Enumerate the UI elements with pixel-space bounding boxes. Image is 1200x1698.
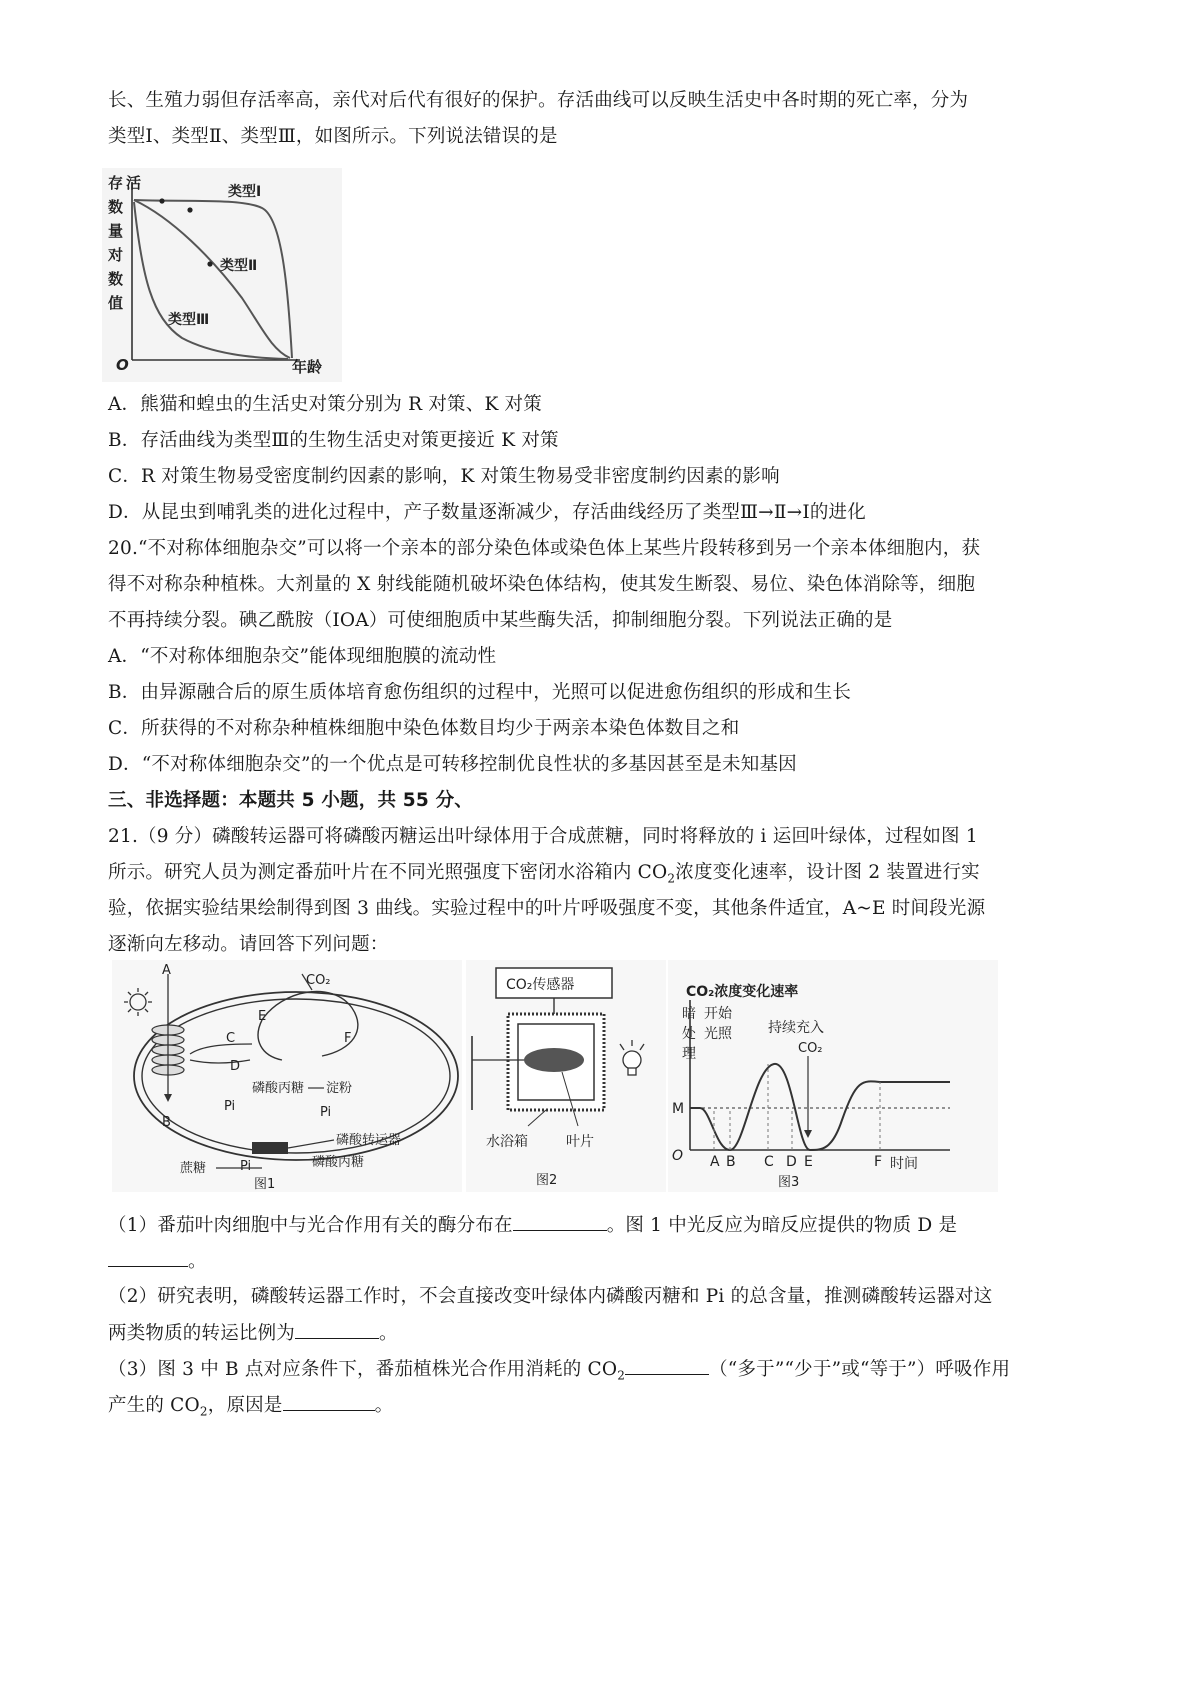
figure-1-chloroplast — [112, 960, 462, 1192]
label-sucrose: 蔗糖 — [180, 1161, 207, 1176]
tick-a: A — [710, 1154, 720, 1170]
label-pi-1: Pi — [224, 1099, 236, 1114]
label-triose-2: 磷酸丙糖 — [312, 1155, 365, 1170]
q19-option-b: B．存活曲线为类型Ⅲ的生物生活史对策更接近 K 对策 — [108, 430, 559, 451]
origin-label: O — [116, 356, 129, 374]
ylabel-char-7: 值 — [108, 294, 124, 312]
answer-blank-3[interactable] — [295, 1320, 379, 1339]
label-dark-1: 暗 — [682, 1006, 696, 1022]
leaf-shape — [524, 1048, 584, 1072]
label-f: F — [344, 1031, 352, 1046]
q21-stem-3: 验，依据实验结果绘制得到图 3 曲线。实验过程中的叶片呼吸强度不变，其他条件适宜，A~E 时间段光源 — [108, 898, 986, 919]
q19-option-a: A．熊猫和蝗虫的生活史对策分别为 R 对策、K 对策 — [108, 394, 542, 415]
q21-sub2c: 。 — [379, 1323, 398, 1344]
label-type3: 类型Ⅲ — [168, 312, 210, 328]
q19-option-d: D．从昆虫到哺乳类的进化过程中，产子数量逐渐减少，存活曲线经历了类型Ⅲ→Ⅱ→Ⅰ的进化 — [108, 502, 866, 523]
q20-option-c: C．所获得的不对称杂种植株细胞中染色体数目均少于两亲本染色体数目之和 — [108, 718, 740, 739]
answer-blank-5[interactable] — [283, 1392, 375, 1411]
section-heading: 三、非选择题：本题共 5 小题，共 55 分、 — [108, 790, 473, 811]
q20-option-d: D．“不对称体细胞杂交”的一个优点是可转移控制优良性状的多基因甚至是未知基因 — [108, 754, 797, 775]
ylabel-char-6: 数 — [108, 270, 124, 288]
label-start-light-2: 光照 — [704, 1026, 732, 1042]
q21-sub2b: 两类物质的转运比例为 — [108, 1323, 296, 1344]
q21-sub3e: 。 — [374, 1395, 394, 1416]
label-dark-3: 理 — [682, 1046, 696, 1062]
answer-blank-2[interactable] — [108, 1248, 188, 1267]
figure-3-co2-rate-chart — [668, 960, 998, 1192]
label-continue-1: 持续充入 — [768, 1020, 824, 1036]
curve-dot — [159, 198, 164, 203]
xlabel-age: 年龄 — [292, 358, 323, 376]
tick-f: F — [874, 1154, 883, 1170]
label-dark-2: 处 — [682, 1026, 696, 1042]
label-water-bath: 水浴箱 — [486, 1134, 528, 1150]
ylabel-char-1: 存 — [108, 174, 124, 192]
q21-sub1c: 。 — [188, 1251, 207, 1272]
label-a: A — [162, 963, 171, 978]
q21-sub3a: （3）图 3 中 B 点对应条件下，番茄植株光合作用消耗的 CO — [108, 1359, 618, 1380]
q21-sub3d: ，原因是 — [207, 1395, 283, 1416]
label-co2: CO₂ — [306, 973, 331, 988]
label-c: C — [226, 1031, 236, 1046]
label-transporter: 磷酸转运器 — [336, 1133, 402, 1148]
q21-sub1-line-2 — [108, 1248, 1098, 1275]
ylabel-char-4: 量 — [108, 222, 124, 240]
curve-dot — [207, 261, 212, 266]
label-leaf: 叶片 — [566, 1134, 594, 1150]
q20-option-a: A．“不对称体细胞杂交”能体现细胞膜的流动性 — [108, 646, 497, 667]
tick-c: C — [764, 1154, 774, 1170]
phosphate-transporter — [252, 1142, 288, 1154]
label-type2: 类型Ⅱ — [220, 258, 258, 274]
ylabel-char-3: 数 — [108, 198, 124, 216]
figure-1-caption: 图1 — [254, 1177, 276, 1192]
label-start-light-1: 开始 — [704, 1006, 732, 1022]
label-m: M — [672, 1101, 685, 1117]
q21-sub2-line: （2）研究表明，磷酸转运器工作时，不会直接改变叶绿体内磷酸丙糖和 Pi 的总含量，推测磷酸转运器对这 — [108, 1286, 993, 1307]
label-type1: 类型Ⅰ — [228, 184, 262, 200]
q21-sub1-line — [108, 1212, 1098, 1239]
q21-sub3c: 产生的 CO — [108, 1395, 200, 1416]
label-starch: 淀粉 — [326, 1081, 353, 1096]
figure-3-caption: 图3 — [778, 1175, 800, 1190]
q21-sub3-line-2 — [108, 1392, 1098, 1425]
subscript-2: 2 — [617, 1368, 626, 1383]
tick-b: B — [726, 1154, 736, 1170]
subscript-2: 2 — [667, 871, 676, 886]
figure-2-apparatus — [466, 960, 666, 1192]
label-b: B — [162, 1115, 171, 1130]
answer-blank-1[interactable] — [513, 1212, 607, 1231]
xlabel-time: 时间 — [890, 1156, 918, 1172]
figure-background — [112, 960, 462, 1192]
curve-dot — [187, 207, 192, 212]
answer-blank-4[interactable] — [625, 1356, 709, 1375]
tick-d: D — [786, 1154, 797, 1170]
origin-label: O — [672, 1148, 684, 1164]
q21-stem-4: 逐渐向左移动。请回答下列问题： — [108, 934, 389, 955]
label-d: D — [230, 1059, 241, 1074]
q21-sub2-line-2 — [108, 1320, 1098, 1347]
tick-e: E — [804, 1154, 813, 1170]
q21-sub1b: 。图 1 中光反应为暗反应提供的物质 D 是 — [606, 1215, 958, 1236]
q21-sub1a: （1）番茄叶肉细胞中与光合作用有关的酶分布在 — [108, 1215, 513, 1236]
intro-line-2: 类型Ⅰ、类型Ⅱ、类型Ⅲ，如图所示。下列说法错误的是 — [108, 126, 558, 147]
label-continue-2: CO₂ — [798, 1041, 823, 1056]
label-co2-sensor: CO₂传感器 — [506, 977, 575, 993]
q21-sub3-line — [108, 1356, 1098, 1389]
q20-stem-2: 得不对称杂种植株。大剂量的 X 射线能随机破坏染色体结构，使其发生断裂、易位、染色体消除等，细胞 — [108, 574, 976, 595]
q20-stem-3: 不再持续分裂。碘乙酰胺（IOA）可使细胞质中某些酶失活，抑制细胞分裂。下列说法正确的是 — [108, 610, 893, 631]
q20-stem-1: 20.“不对称体细胞杂交”可以将一个亲本的部分染色体或染色体上某些片段转移到另一个亲本体细胞内，获 — [108, 538, 981, 559]
label-triose: 磷酸丙糖 — [252, 1081, 305, 1096]
label-pi-2: Pi — [320, 1105, 332, 1120]
ylabel: CO₂浓度变化速率 — [686, 984, 799, 1000]
ylabel-char-2: 活 — [126, 174, 142, 192]
survival-curve-figure — [102, 168, 342, 382]
q19-option-c: C．R 对策生物易受密度制约因素的影响，K 对策生物易受非密度制约因素的影响 — [108, 466, 780, 487]
q21-stem-2b: 浓度变化速率，设计图 2 装置进行实 — [675, 862, 980, 883]
intro-line-1: 长、生殖力弱但存活率高，亲代对后代有很好的保护。存活曲线可以反映生活史中各时期的死亡率，分为 — [108, 90, 969, 111]
q20-option-b: B．由异源融合后的原生质体培育愈伤组织的过程中，光照可以促进愈伤组织的形成和生长 — [108, 682, 852, 703]
ylabel-char-5: 对 — [108, 246, 124, 264]
figure-2-caption: 图2 — [536, 1173, 558, 1188]
q21-stem-2 — [108, 860, 1098, 892]
q21-sub3b: （“多于”“少于”或“等于”）呼吸作用 — [709, 1359, 1011, 1380]
q21-stem-2a: 所示。研究人员为测定番茄叶片在不同光照强度下密闭水浴箱内 CO — [108, 862, 668, 883]
label-pi-3: Pi — [240, 1159, 252, 1174]
label-e: E — [258, 1009, 267, 1024]
q21-stem-1: 21.（9 分）磷酸转运器可将磷酸丙糖运出叶绿体用于合成蔗糖，同时将释放的 i 运回叶绿体，过程如图 1 — [108, 826, 978, 847]
subscript-2: 2 — [199, 1404, 208, 1419]
